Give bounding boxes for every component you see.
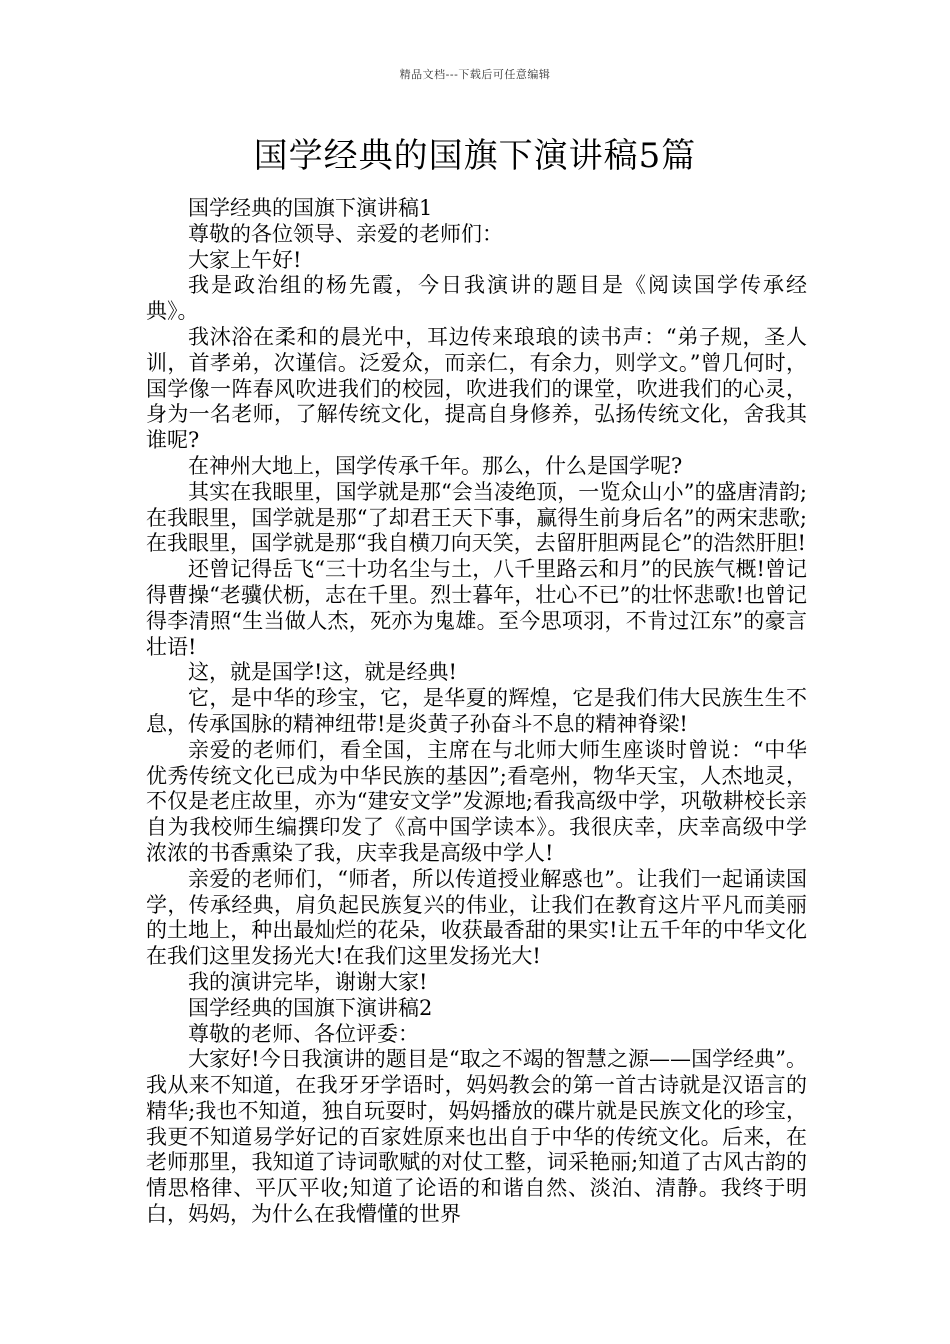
body-paragraph: 其实在我眼里，国学就是那“会当凌绝顶，一览众山小”的盛唐清韵;在我眼里，国学就是那“了却君王天下事，赢得生前身后名”的两宋悲歌;在我眼里，国学就是那“我自横刀向天笑，去留肝胆两昆仑”的浩然肝胆! — [146, 479, 807, 556]
salutation: 尊敬的各位领导、亲爱的老师们： — [188, 221, 503, 246]
body-paragraph: 在神州大地上，国学传承千年。那么，什么是国学呢? — [188, 453, 683, 478]
body-paragraph: 这，就是国学!这，就是经典! — [188, 660, 457, 685]
document-title: 国学经典的国旗下演讲稿5篇 — [253, 136, 697, 176]
section-heading-1: 国学经典的国旗下演讲稿1 — [188, 196, 433, 220]
section-heading-2: 国学经典的国旗下演讲稿2 — [188, 995, 433, 1020]
greeting: 大家上午好! — [188, 247, 302, 272]
header-note: 精品文档---下载后可任意编辑 — [399, 68, 551, 81]
body-paragraph: 它，是中华的珍宝，它，是华夏的辉煌，它是我们伟大民族生生不息，传承国脉的精神纽带!是炎黄子孙奋斗不息的精神脊梁! — [146, 686, 807, 736]
body-paragraph: 我沐浴在柔和的晨光中，耳边传来琅琅的读书声：“弟子规，圣人训，首孝弟，次谨信。泛爱众，而亲仁，有余力，则学文。”曾几何时，国学像一阵春风吹进我们的校园，吹进我们的课堂，吹进我们的心灵，身为一名老师，了解传统文化，提高自身修养，弘扬传统文化，舍我其谁呢? — [146, 324, 807, 453]
body-paragraph: 我是政治组的杨先霞，今日我演讲的题目是《阅读国学传承经典》。 — [146, 273, 807, 324]
body-paragraph: 亲爱的老师们，“师者，所以传道授业解惑也”。让我们一起诵读国学，传承经典，肩负起民族复兴的伟业，让我们在教育这片平凡而美丽的土地上，种出最灿烂的花朵，收获最香甜的果实!让五千年的中华文化在我们这里发扬光大!在我们这里发扬光大! — [146, 866, 807, 969]
closing-line: 我的演讲完毕，谢谢大家! — [188, 969, 428, 994]
body-paragraph: 亲爱的老师们，看全国，主席在与北师大师生座谈时曾说：“中华优秀传统文化已成为中华民族的基因”;看亳州，物华天宝，人杰地灵，不仅是老庄故里，亦为“建安文学”发源地;看我高级中学，巩敬耕校长亲自为我校师生编撰印发了《高中国学读本》。我很庆幸，庆幸高级中学浓浓的书香熏染了我，庆幸我是高级中学人! — [146, 737, 807, 865]
salutation: 尊敬的老师、各位评委： — [188, 1021, 419, 1046]
body-paragraph: 还曾记得岳飞“三十功名尘与土，八千里路云和月”的民族气概!曾记得曹操“老骥伏枥，志在千里。烈士暮年，壮心不已”的壮怀悲歌!也曾记得李清照“生当做人杰，死亦为鬼雄。至今思项羽，不肯过江东”的豪言壮语! — [146, 557, 807, 659]
document-body — [146, 196, 807, 1228]
body-paragraph: 大家好!今日我演讲的题目是“取之不竭的智慧之源——国学经典”。我从来不知道，在我牙牙学语时，妈妈教会的第一首古诗就是汉语言的精华;我也不知道，独自玩耍时，妈妈播放的碟片就是民族文化的珍宝，我更不知道易学好记的百家姓原来也出自于中华的传统文化。后来，在老师那里，我知道了诗词歌赋的对仗工整，词采艳丽;知道了古风古韵的情思格律、平仄平收;知道了论语的和谐自然、淡泊、清静。我终于明白，妈妈，为什么在我懵懂的世界 — [146, 1047, 807, 1227]
